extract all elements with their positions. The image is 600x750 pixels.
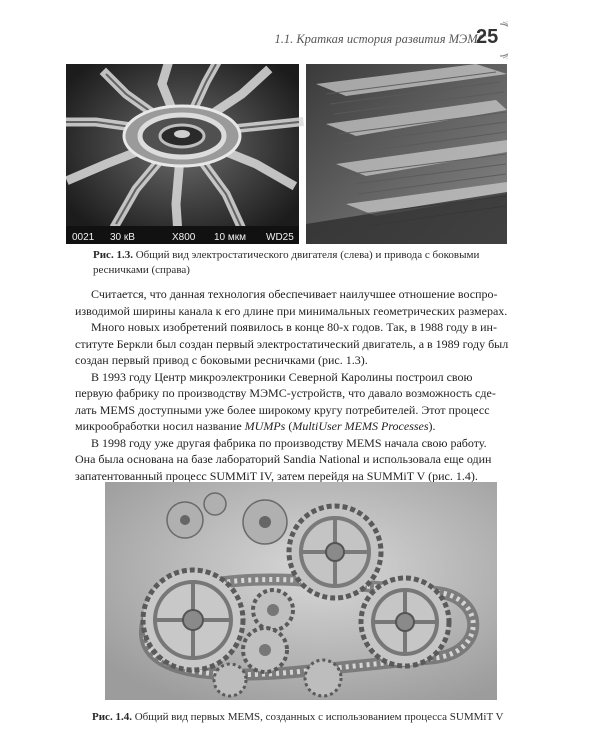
comb-drive-image [306,64,507,244]
sem-scale: 10 мкм [214,232,247,243]
figure-1-4-label: Рис. 1.4. [92,711,132,723]
sem-magnification: X800 [172,232,196,243]
text-line: первую фабрику по производству МЭМС-устройств, что давало возможность сде- [75,386,496,400]
text-line: лать MEMS доступными уже более широкому кругу потребителей. Этот процесс [75,402,490,417]
text-line [75,418,515,435]
text-fragment: ). [428,419,436,433]
running-title: 1.1. Краткая история развития МЭМС [274,32,486,46]
text-fragment: ( [285,419,293,433]
figure-1-4-caption [92,710,522,725]
text-line: В 1998 году уже другая фабрика по производству MEMS начала свою работу. [91,435,487,450]
page-header [0,14,600,54]
text-line: В 1993 году Центр микроэлектроники Северной Каролины построил свою [91,369,473,384]
sem-wd: WD25 [266,232,294,243]
paragraph-3 [75,369,515,435]
sem-id: 0021 [72,232,95,243]
figure-1-4-caption-text: Общий вид первых MEMS, созданных с использованием процесса SUMMiT V [134,711,504,723]
text-line: Считается, что данная технология обеспечивает наилучшее отношение воспро- [91,287,498,301]
text-line: ституте Беркли был создан первый электростатический двигатель, а в 1989 году был [75,336,509,351]
page-number: 25 [476,26,499,48]
figure-1-3-caption-line1: Общий вид электростатического двигателя (слева) и привода с боковыми [135,249,480,261]
text-fragment: микрообработки носил название [75,419,245,433]
figure-1-3-caption-line2: ресничками (справа) [93,264,190,276]
figure-1-3-caption [93,248,513,278]
electrostatic-motor-image [66,64,299,244]
mumps-term: MUMPs [244,419,286,433]
figure-1-3-label: Рис. 1.3. [93,249,133,261]
body-text [75,286,515,484]
sem-voltage: 30 кВ [110,232,135,243]
text-line: запатентованный процесс SUMMiT IV, затем перейдя на SUMMiT V (рис. 1.4). [75,468,478,483]
text-line: Она была основана на базе лабораторий Sandia National и использовала еще один [75,452,492,466]
figure-1-4 [105,482,497,700]
text-line: Много новых изобретений появилось в конце 80-х годов. Так, в 1988 году в ин- [91,320,497,334]
mumps-expansion: MultiUser MEMS Processes [292,419,429,433]
paragraph-4 [75,435,515,485]
paragraph-2 [75,319,515,369]
text-line: создан первый привод с боковыми ресничками (рис. 1.3). [75,353,368,367]
text-line: изводимой ширины канала к его длине при минимальных геометрических размерах. [75,303,508,318]
paragraph-1 [75,286,515,319]
mems-gears-image [105,482,497,700]
figure-1-3 [66,64,507,244]
